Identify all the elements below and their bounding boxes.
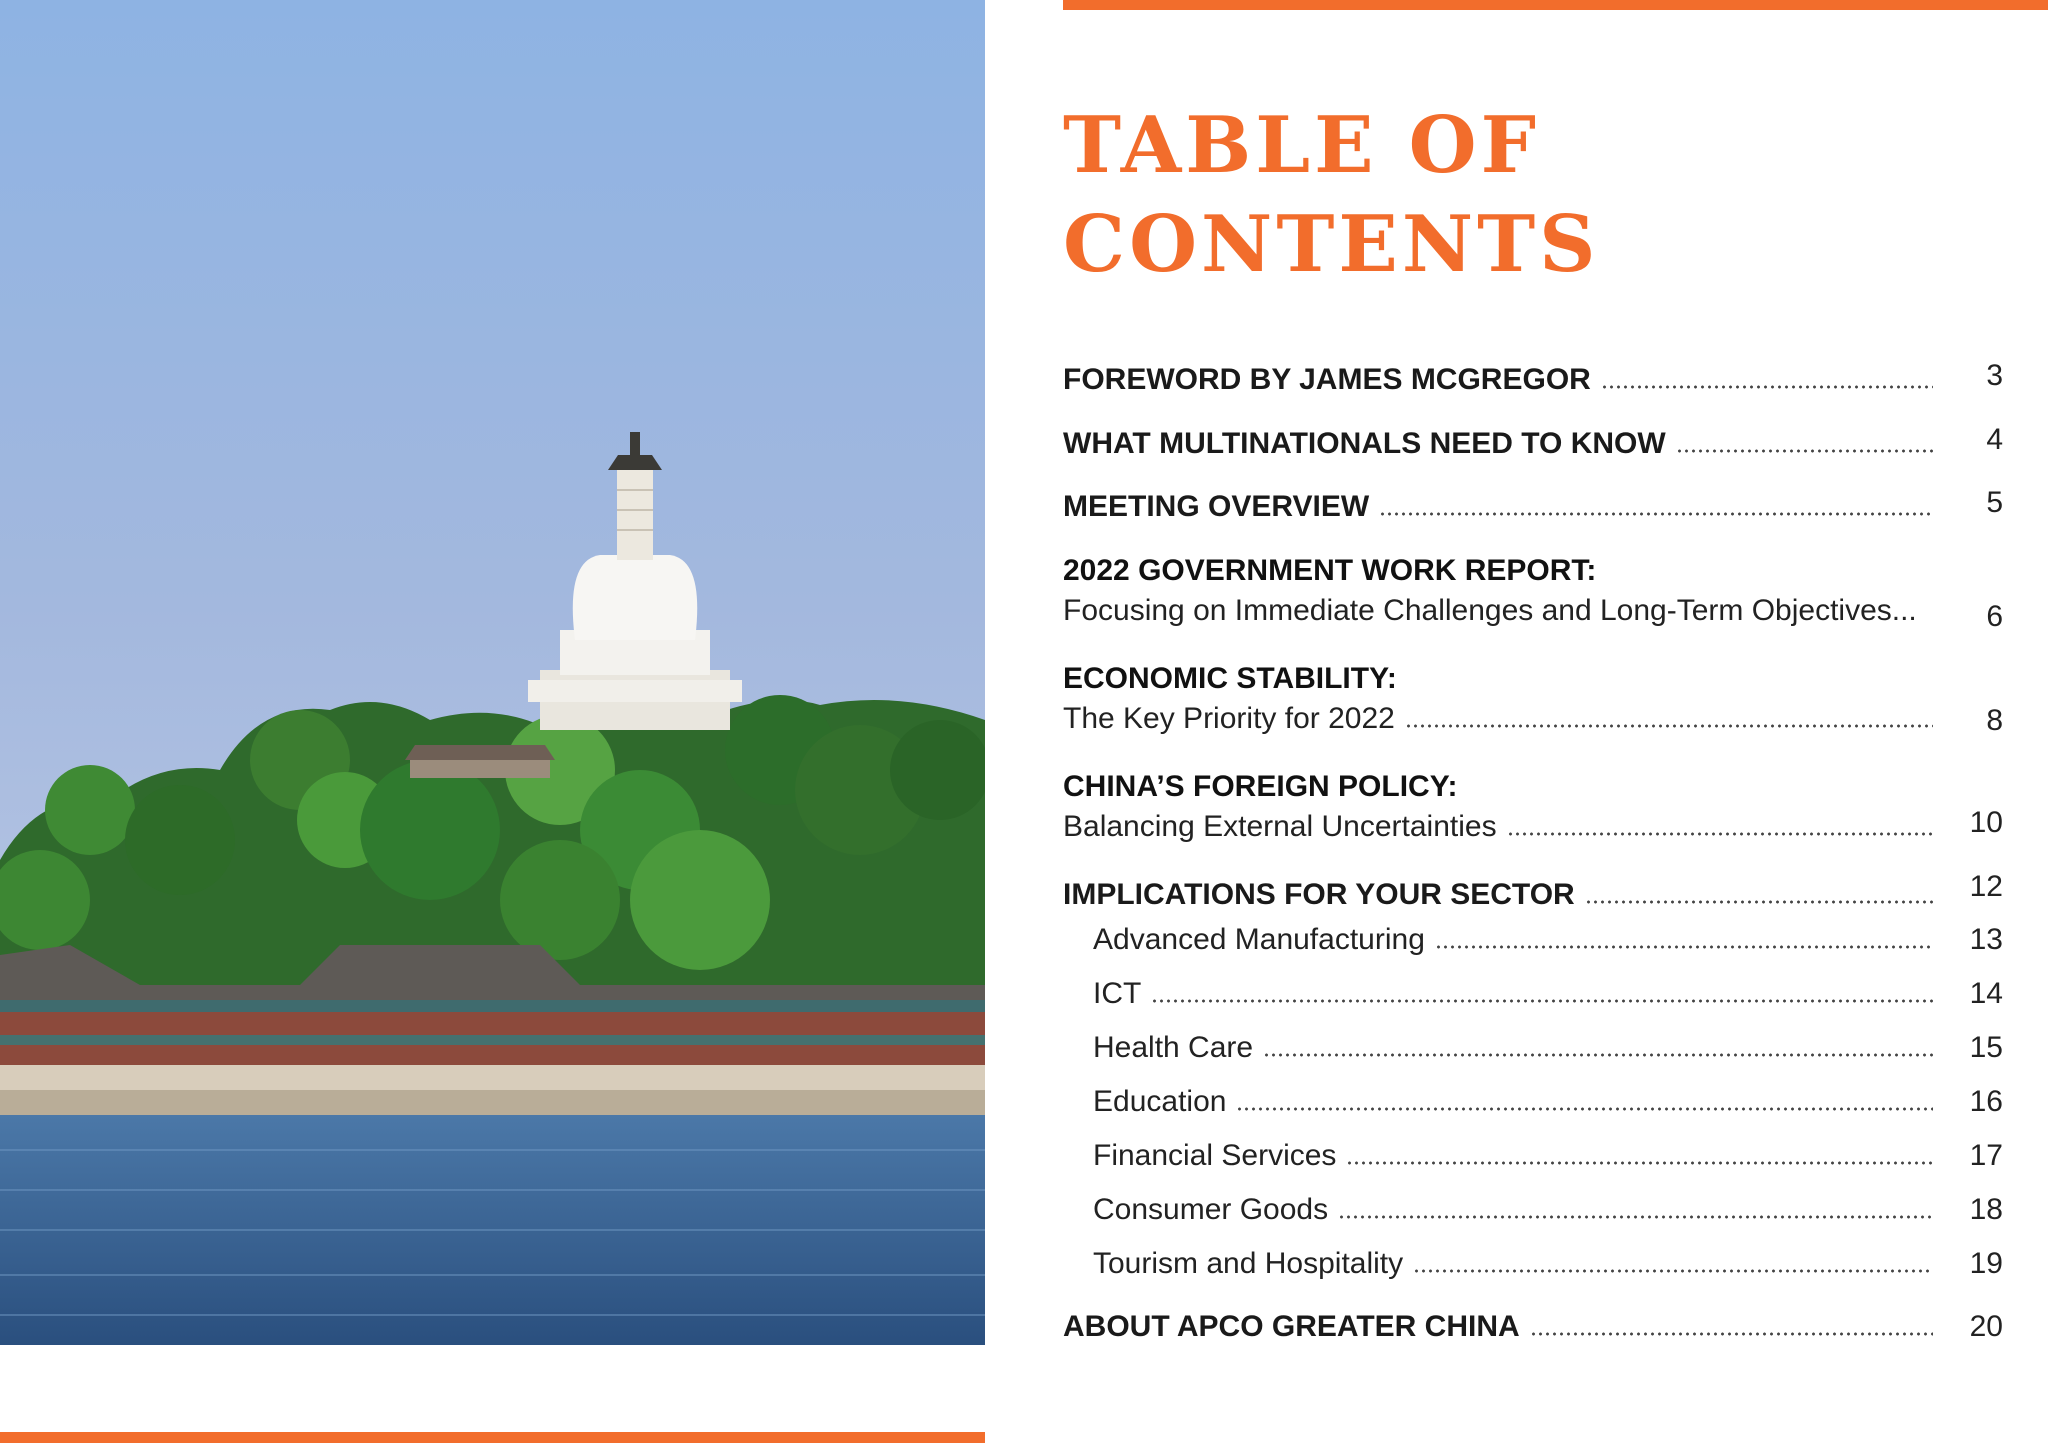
dot-leader <box>1530 1332 1933 1336</box>
page-number: 16 <box>1969 1085 2003 1118</box>
toc-entry-title: FOREWORD BY JAMES MCGREGOR <box>1063 363 1591 396</box>
dot-leader <box>1379 512 1933 516</box>
toc-entry-title: MEETING OVERVIEW <box>1063 490 1370 523</box>
page-number: 19 <box>1969 1247 2003 1280</box>
dot-leader <box>1236 1107 1933 1111</box>
page-number: 14 <box>1969 977 2003 1010</box>
page-number: 3 <box>1986 359 2003 392</box>
toc-sub-title: Consumer Goods <box>1093 1193 1329 1226</box>
toc-entry-title: CHINA’S FOREIGN POLICY: <box>1063 770 1458 803</box>
toc-entry-multinationals[interactable] <box>1063 424 2003 464</box>
title-line-2: CONTENTS <box>1063 199 1600 290</box>
toc-entry-title: 2022 GOVERNMENT WORK REPORT: <box>1063 554 1597 587</box>
page-number: 10 <box>1969 806 2003 839</box>
page-title <box>1063 96 1763 294</box>
toc-entry-title: ECONOMIC STABILITY: <box>1063 662 1397 695</box>
dot-leader <box>1676 449 1933 453</box>
dot-leader <box>1585 900 1933 904</box>
toc-entry-economic-stability[interactable] <box>1063 659 2003 739</box>
toc-sub-financial-services[interactable] <box>1063 1136 2003 1176</box>
toc-entry-title: IMPLICATIONS FOR YOUR SECTOR <box>1063 878 1575 911</box>
toc-entry-subtitle: Focusing on Immediate Challenges and Long-Term Objectives... <box>1063 594 1917 627</box>
bottom-accent-bar <box>0 1432 985 1443</box>
toc-sub-title: Health Care <box>1093 1031 1254 1064</box>
dot-leader <box>1435 945 1933 949</box>
page-number: 15 <box>1969 1031 2003 1064</box>
title-line-1: TABLE OF <box>1063 100 1540 191</box>
toc-entry-title: WHAT MULTINATIONALS NEED TO KNOW <box>1063 427 1666 460</box>
toc-sub-education[interactable] <box>1063 1082 2003 1122</box>
dot-leader <box>1413 1269 1933 1273</box>
toc-sub-ict[interactable] <box>1063 974 2003 1014</box>
toc-entry-title: ABOUT APCO GREATER CHINA <box>1063 1310 1520 1343</box>
cover-photo <box>0 0 985 1345</box>
top-accent-bar <box>1063 0 2048 10</box>
toc-entry-foreword[interactable] <box>1063 360 2003 400</box>
page-number: 13 <box>1969 923 2003 956</box>
dot-leader <box>1151 999 1933 1003</box>
toc-sub-title: Tourism and Hospitality <box>1093 1247 1404 1280</box>
dot-leader <box>1601 385 1933 389</box>
dot-leader <box>1338 1215 1933 1219</box>
toc-entry-government-work-report[interactable] <box>1063 551 2003 631</box>
toc-entry-about-apco[interactable] <box>1063 1307 2003 1347</box>
page-number: 8 <box>1986 704 2003 737</box>
toc-sub-title: Education <box>1093 1085 1227 1118</box>
dot-leader <box>1346 1161 1933 1165</box>
toc-entry-foreign-policy[interactable] <box>1063 767 2003 847</box>
dot-leader <box>1405 724 1933 728</box>
page-number: 5 <box>1986 486 2003 519</box>
toc-sub-title: ICT <box>1093 977 1142 1010</box>
toc-sub-title: Financial Services <box>1093 1139 1337 1172</box>
dot-leader <box>1507 832 1933 836</box>
toc-sub-tourism-hospitality[interactable] <box>1063 1244 2003 1284</box>
toc-entry-subtitle: Balancing External Uncertainties <box>1063 810 1497 843</box>
toc-sub-health-care[interactable] <box>1063 1028 2003 1068</box>
page-number: 6 <box>1986 600 2003 633</box>
page-number: 12 <box>1969 870 2003 903</box>
toc-sub-consumer-goods[interactable] <box>1063 1190 2003 1230</box>
toc-entry-implications[interactable] <box>1063 870 2003 915</box>
page-number: 17 <box>1969 1139 2003 1172</box>
dot-leader <box>1263 1053 1933 1057</box>
toc-sub-advanced-manufacturing[interactable] <box>1063 920 2003 960</box>
toc-entry-subtitle: The Key Priority for 2022 <box>1063 702 1395 735</box>
toc-sub-title: Advanced Manufacturing <box>1093 923 1425 956</box>
page-number: 18 <box>1969 1193 2003 1226</box>
page-number: 4 <box>1986 423 2003 456</box>
page-number: 20 <box>1969 1310 2003 1343</box>
toc-entry-meeting-overview[interactable] <box>1063 487 2003 527</box>
